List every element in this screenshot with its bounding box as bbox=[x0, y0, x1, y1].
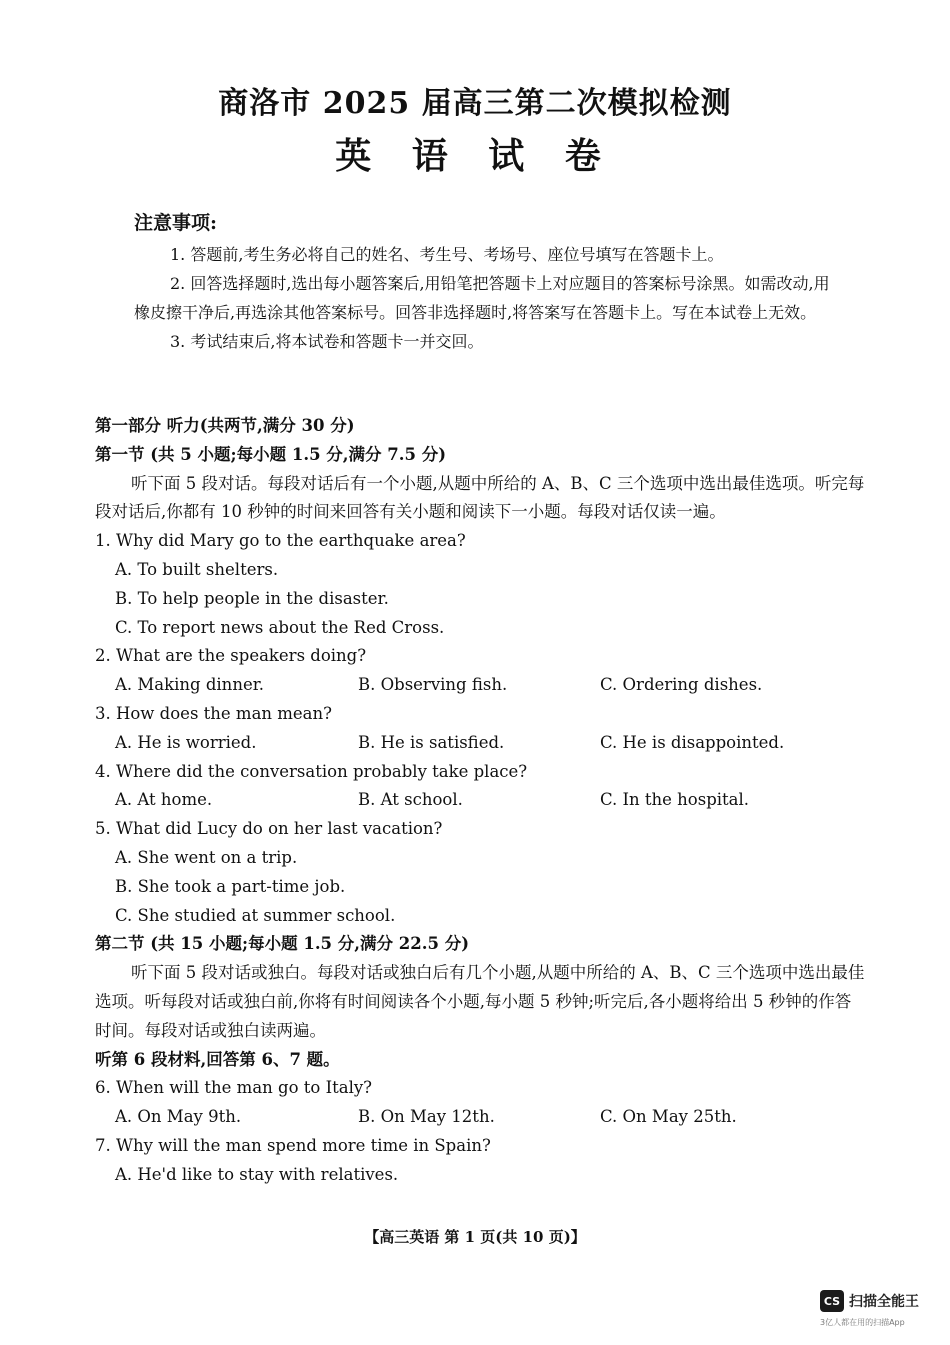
material-6-heading: 听第 6 段材料,回答第 6、7 题。 bbox=[95, 1049, 340, 1069]
notice-item: 1. 答题前,考生务必将自己的姓名、考生号、考场号、座位号填写在答题卡上。 bbox=[170, 245, 724, 264]
q5-option-c: C. She studied at summer school. bbox=[115, 905, 396, 925]
watermark-tagline: 3亿人都在用的扫描App bbox=[820, 1318, 905, 1327]
question-5: 5. What did Lucy do on her last vacation? bbox=[95, 819, 443, 839]
question-7: 7. Why will the man spend more time in Spain? bbox=[95, 1135, 491, 1155]
q6-option-b: B. On May 12th. bbox=[358, 1107, 495, 1127]
listening-part bbox=[95, 412, 865, 1190]
section1-instructions: 听下面 5 段对话。每段对话后有一个小题,从题中所给的 A、B、C 三个选项中选出最佳选项。听完每段对话后,你都有 10 秒钟的时间来回答有关小题和阅读下一小题。每段对话仅读一遍。 bbox=[95, 473, 865, 522]
page-footer: 【高三英语 第 1 页(共 10 页)】 bbox=[364, 1228, 586, 1246]
section1-heading: 第一节 (共 5 小题;每小题 1.5 分,满分 7.5 分) bbox=[95, 444, 447, 464]
q1-option-c: C. To report news about the Red Cross. bbox=[115, 617, 445, 637]
scanner-watermark bbox=[820, 1290, 919, 1312]
q5-option-a: A. She went on a trip. bbox=[115, 847, 298, 867]
q1-option-a: A. To built shelters. bbox=[115, 559, 279, 579]
exam-title: 商洛市 2025 届高三第二次模拟检测 bbox=[218, 86, 732, 121]
q2-option-c: C. Ordering dishes. bbox=[600, 675, 763, 695]
q2-options bbox=[95, 671, 865, 700]
exam-subtitle: 英 语 试 卷 bbox=[335, 135, 615, 177]
q5-option-b: B. She took a part-time job. bbox=[115, 876, 346, 896]
q6-option-c: C. On May 25th. bbox=[600, 1107, 737, 1127]
q2-option-b: B. Observing fish. bbox=[358, 675, 508, 695]
q6-option-a: A. On May 9th. bbox=[115, 1107, 242, 1127]
q3-option-a: A. He is worried. bbox=[115, 732, 257, 752]
notice-heading: 注意事项: bbox=[134, 212, 218, 234]
question-3: 3. How does the man mean? bbox=[95, 703, 332, 723]
section2-instructions: 听下面 5 段对话或独白。每段对话或独白后有几个小题,从题中所给的 A、B、C 三个选项中选出最佳选项。听每段对话或独白前,你将有时间阅读各个小题,每小题 5 秒钟;听完后,各小题将给出 5 秒钟的作答时间。每段对话或独白读两遍。 bbox=[95, 963, 865, 1040]
section2-heading: 第二节 (共 15 小题;每小题 1.5 分,满分 22.5 分) bbox=[95, 934, 470, 954]
q4-options bbox=[95, 786, 865, 815]
q3-options bbox=[95, 729, 865, 758]
q3-option-c: C. He is disappointed. bbox=[600, 732, 785, 752]
notice-list bbox=[134, 240, 834, 356]
q2-option-a: A. Making dinner. bbox=[115, 675, 265, 695]
question-4: 4. Where did the conversation probably take place? bbox=[95, 761, 528, 781]
question-6: 6. When will the man go to Italy? bbox=[95, 1078, 373, 1098]
q4-option-a: A. At home. bbox=[115, 790, 213, 810]
q7-option-a: A. He'd like to stay with relatives. bbox=[115, 1164, 399, 1184]
watermark-name: 扫描全能王 bbox=[849, 1294, 919, 1310]
q4-option-b: B. At school. bbox=[358, 790, 463, 810]
q3-option-b: B. He is satisfied. bbox=[358, 732, 505, 752]
question-2: 2. What are the speakers doing? bbox=[95, 646, 367, 666]
camscanner-logo-icon: CS bbox=[820, 1290, 844, 1312]
notice-item: 3. 考试结束后,将本试卷和答题卡一并交回。 bbox=[170, 332, 484, 351]
question-1: 1. Why did Mary go to the earthquake area? bbox=[95, 531, 466, 551]
notice-item: 2. 回答选择题时,选出每小题答案后,用铅笔把答题卡上对应题目的答案标号涂黑。如需改动,用橡皮擦干净后,再选涂其他答案标号。回答非选择题时,将答案写在答题卡上。写在本试卷上无效。 bbox=[134, 274, 830, 322]
q4-option-c: C. In the hospital. bbox=[600, 790, 750, 810]
q6-options bbox=[95, 1103, 865, 1132]
part1-heading: 第一部分 听力(共两节,满分 30 分) bbox=[95, 416, 355, 435]
q1-option-b: B. To help people in the disaster. bbox=[115, 588, 389, 608]
